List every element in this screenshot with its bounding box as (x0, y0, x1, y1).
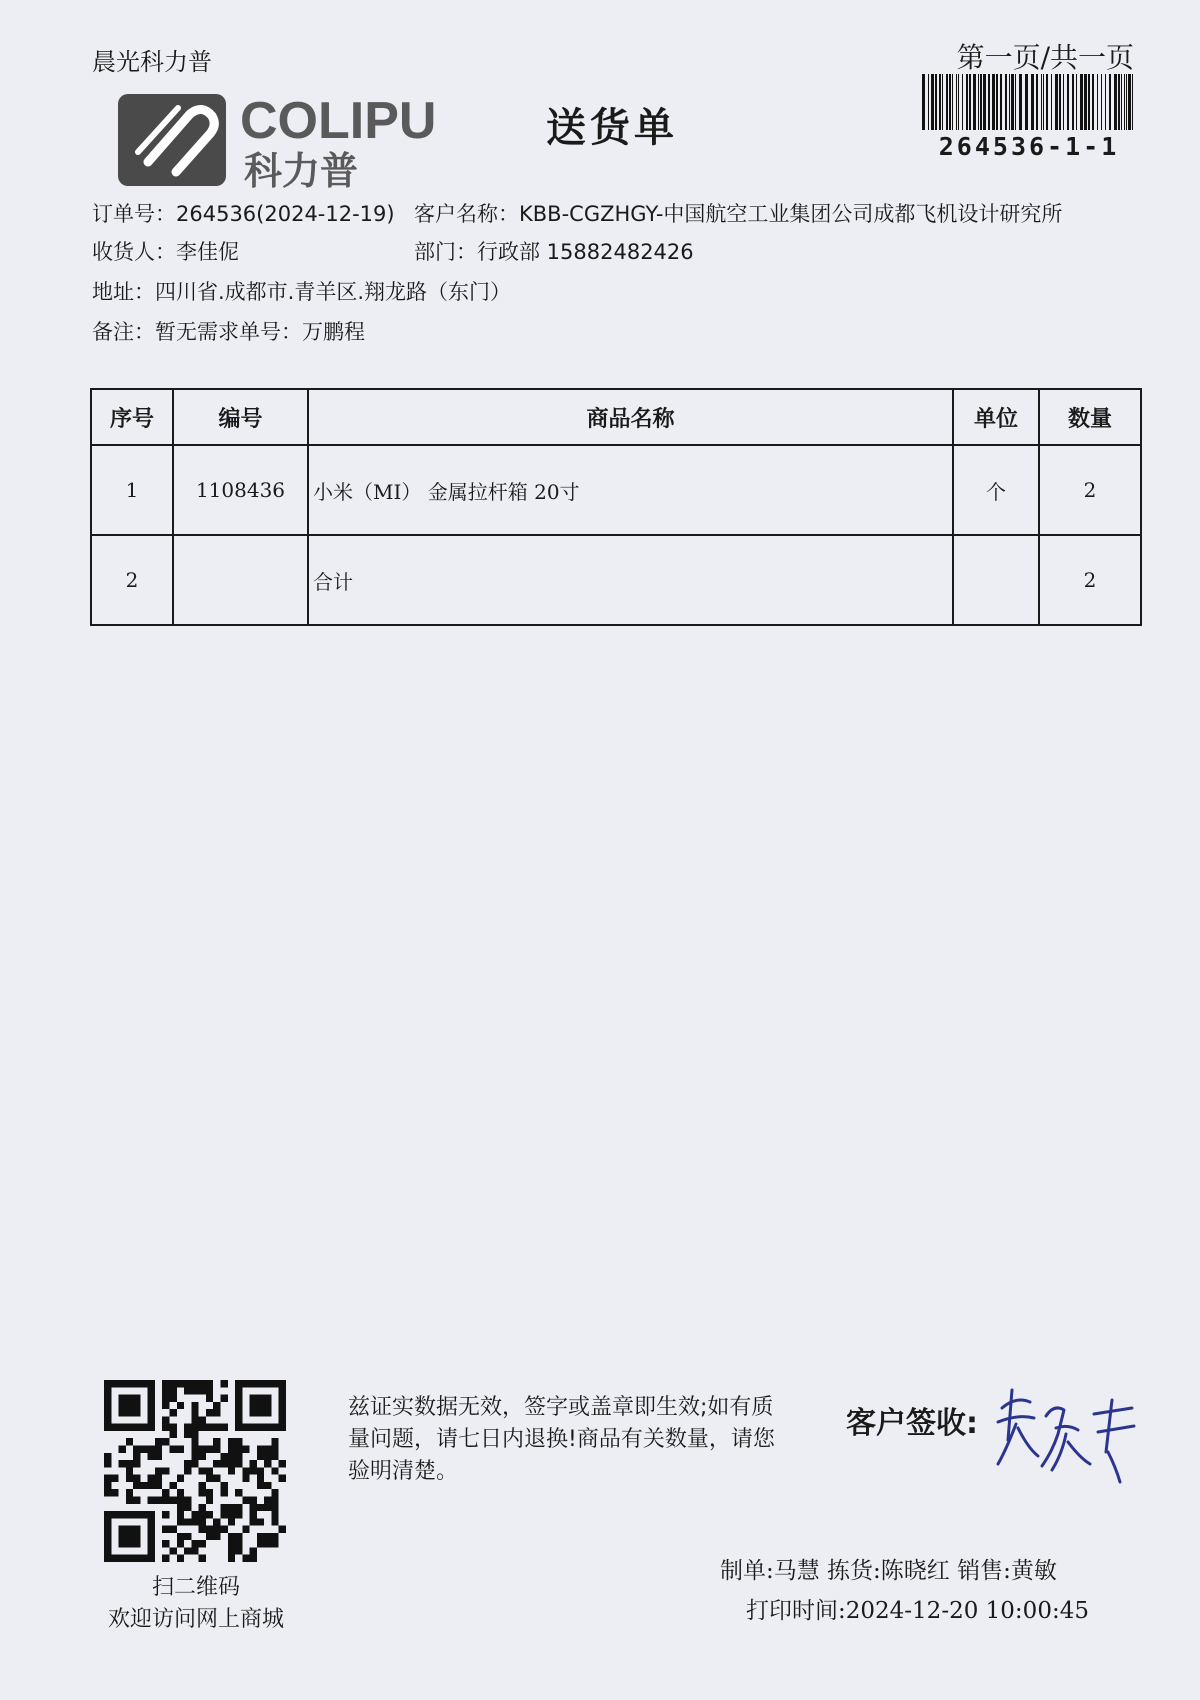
table-row (91, 445, 1141, 535)
customer-name: 客户名称：KBB-CGZHGY-中国航空工业集团公司成都飞机设计研究所 (414, 202, 1063, 226)
header-code: 编号 (173, 389, 308, 445)
items-table (90, 388, 1142, 626)
qr-caption-scan: 扫二维码 (151, 1575, 240, 1600)
document-title: 送货单 (546, 105, 678, 151)
remark: 备注：暂无需求单号：万鹏程 (92, 320, 365, 344)
barcode (920, 74, 1138, 130)
cell-product-name: 合计 (308, 535, 953, 625)
cell-product-name: 小米（MI） 金属拉杆箱 20寸 (308, 445, 953, 535)
page-indicator: 第一页/共一页 (956, 41, 1134, 74)
qr-code (104, 1380, 286, 1562)
barcode-number: 264536-1-1 (938, 132, 1120, 161)
cell-code: 1108436 (173, 445, 308, 535)
print-time: 打印时间:2024-12-20 10:00:45 (746, 1598, 1089, 1624)
header-unit: 单位 (953, 389, 1039, 445)
staff-info: 制单:马慧 拣货:陈晓红 销售:黄敏 (720, 1558, 1057, 1584)
address: 地址：四川省.成都市.青羊区.翔龙路（东门） (92, 280, 512, 304)
table-header-row (91, 389, 1141, 445)
cell-unit (953, 535, 1039, 625)
customer-sign-label: 客户签收: (846, 1406, 978, 1441)
department: 部门：行政部 15882482426 (414, 240, 694, 264)
svg-text:COLIPU: COLIPU (240, 92, 437, 150)
handwritten-signature (994, 1378, 1142, 1494)
cell-quantity: 2 (1039, 445, 1141, 535)
cell-index: 2 (91, 535, 173, 625)
svg-text:科力普: 科力普 (244, 149, 359, 190)
table-row (91, 535, 1141, 625)
company-name: 晨光科力普 (92, 48, 212, 76)
header-index: 序号 (91, 389, 173, 445)
qr-caption-store: 欢迎访问网上商城 (107, 1607, 284, 1632)
colipu-logo (118, 92, 490, 190)
cell-quantity: 2 (1039, 535, 1141, 625)
header-quantity: 数量 (1039, 389, 1141, 445)
cell-unit: 个 (953, 445, 1039, 535)
cell-code (173, 535, 308, 625)
notice-text: 兹证实数据无效，签字或盖章即生效;如有质量问题，请七日内退换!商品有关数量，请您验明清楚。 (348, 1395, 775, 1484)
recipient: 收货人：李佳伲 (92, 240, 239, 264)
order-number: 订单号：264536(2024-12-19) (92, 202, 395, 226)
cell-index: 1 (91, 445, 173, 535)
header-product-name: 商品名称 (308, 389, 953, 445)
